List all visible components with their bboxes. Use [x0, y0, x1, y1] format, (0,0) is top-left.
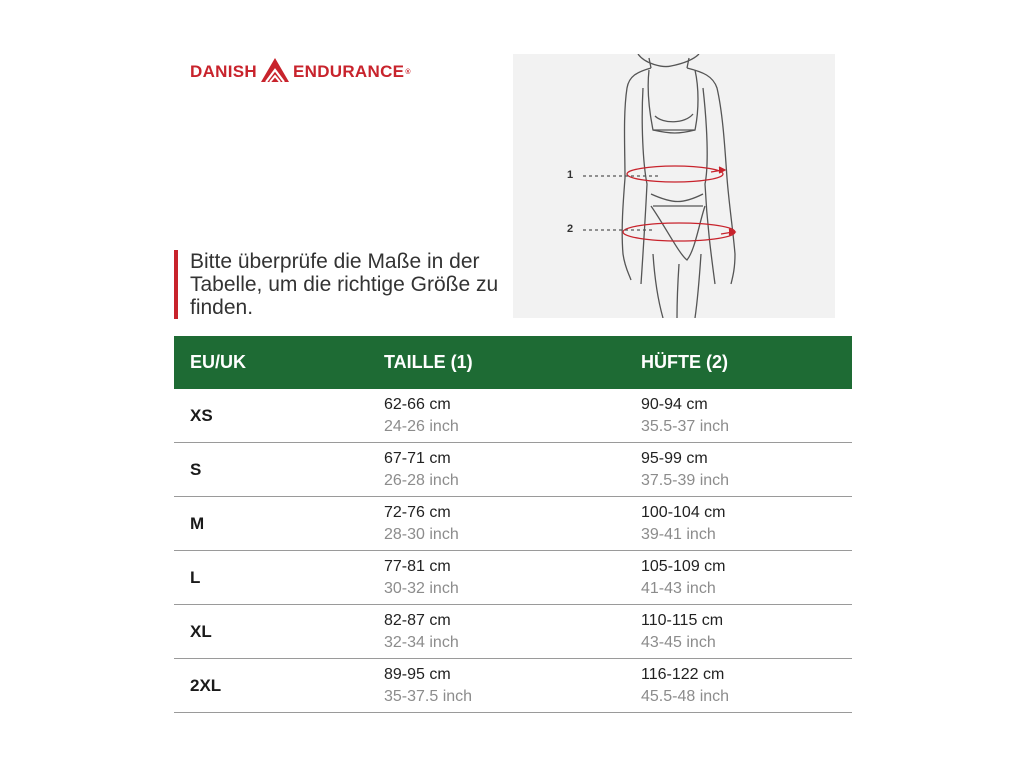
hip-inch: 41-43 inch	[641, 579, 716, 597]
size-cell: XS	[190, 405, 213, 425]
table-row	[174, 551, 852, 605]
waist-inch: 24-26 inch	[384, 417, 459, 435]
waist-cm: 72-76 cm	[384, 503, 451, 521]
table-header	[174, 336, 852, 389]
waist-cm: 77-81 cm	[384, 557, 451, 575]
brand-logo	[190, 54, 411, 90]
waist-cm: 82-87 cm	[384, 611, 451, 629]
waist-cm: 67-71 cm	[384, 449, 451, 467]
size-cell: 2XL	[190, 675, 222, 695]
size-cell: XL	[190, 621, 212, 641]
waist-cell	[384, 556, 641, 600]
table-row	[174, 443, 852, 497]
waist-inch: 32-34 inch	[384, 633, 459, 651]
brand-name-left: DANISH	[190, 62, 257, 81]
size-cell: L	[190, 567, 201, 587]
hip-inch: 45.5-48 inch	[641, 687, 730, 705]
hip-cm: 116-122 cm	[641, 665, 725, 683]
hip-cell	[641, 664, 852, 708]
hip-cell	[641, 556, 852, 600]
hip-cm: 100-104 cm	[641, 503, 726, 521]
waist-inch: 30-32 inch	[384, 579, 459, 597]
table-row	[174, 659, 852, 713]
hip-cm: 110-115 cm	[641, 611, 724, 629]
hip-cell	[641, 502, 852, 546]
brand-mountain-icon	[260, 57, 290, 88]
size-cell: M	[190, 513, 205, 533]
waist-cm: 62-66 cm	[384, 395, 451, 413]
waist-inch: 26-28 inch	[384, 471, 459, 489]
waist-cell	[384, 664, 641, 708]
header-waist: TAILLE (1)	[384, 352, 473, 372]
waist-cell	[384, 448, 641, 492]
hip-cell	[641, 394, 852, 438]
header-size: EU/UK	[190, 352, 247, 372]
body-measurement-illustration	[513, 54, 835, 318]
waist-cm: 89-95 cm	[384, 665, 451, 683]
marker-1-label: 1	[567, 169, 574, 181]
waist-cell	[384, 394, 641, 438]
registered-mark: ®	[405, 68, 411, 76]
size-cell: S	[190, 459, 202, 479]
waist-cell	[384, 502, 641, 546]
waist-inch: 28-30 inch	[384, 525, 459, 543]
hip-inch: 43-45 inch	[641, 633, 716, 651]
waist-inch: 35-37.5 inch	[384, 687, 473, 705]
hip-cell	[641, 448, 852, 492]
hip-inch: 35.5-37 inch	[641, 417, 730, 435]
hip-inch: 37.5-39 inch	[641, 471, 730, 489]
hip-cm: 90-94 cm	[641, 395, 708, 413]
intro-text: Bitte überprüfe die Maße in der Tabelle, um die richtige Größe zu finden.	[174, 250, 510, 319]
waist-cell	[384, 610, 641, 654]
header-hip: HÜFTE (2)	[641, 352, 728, 372]
size-chart-table	[174, 336, 852, 713]
hip-cell	[641, 610, 852, 654]
table-row	[174, 497, 852, 551]
brand-name-right: ENDURANCE	[292, 62, 405, 81]
marker-2-label: 2	[567, 223, 574, 235]
table-row	[174, 389, 852, 443]
hip-cm: 95-99 cm	[641, 449, 708, 467]
hip-cm: 105-109 cm	[641, 557, 726, 575]
table-row	[174, 605, 852, 659]
hip-inch: 39-41 inch	[641, 525, 716, 543]
